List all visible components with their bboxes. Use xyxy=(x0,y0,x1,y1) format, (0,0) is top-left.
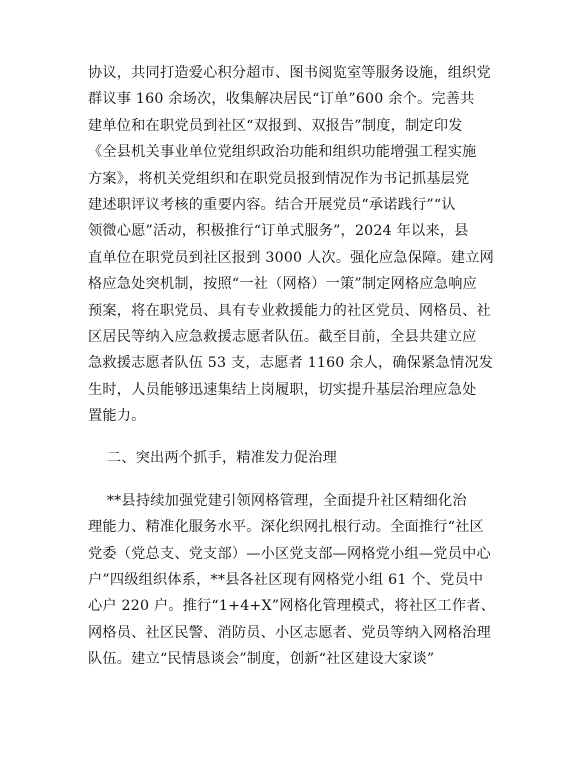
text-line: 党委（党总支、党支部）—小区党支部—网格党小组—党员中心 xyxy=(88,545,491,562)
text-line: 方案》，将机关党组织和在职党员报到情况作为书记抓基层党 xyxy=(88,170,470,187)
text-line: 领微心愿”活动，积极推行“订单式服务”，2024 年以来，县 xyxy=(88,223,469,240)
text-line: 建单位和在职党员到社区“双报到、双报告”制度，制定印发 xyxy=(88,117,463,134)
text-line: 队伍。建立“民情恳谈会”制度，创新“社区建设大家谈” xyxy=(88,651,435,668)
text-line: 格应急处突机制，按照“一社（网格）一策”制定网格应急响应 xyxy=(88,276,477,293)
text-line: 户”四级组织体系，**县各社区现有网格党小组 61 个、党员中 xyxy=(88,572,484,589)
text-line: 急救援志愿者队伍 53 支，志愿者 1160 余人，确保紧急情况发 xyxy=(88,355,494,372)
section-heading: 二、突出两个抓手，精准发力促治理 xyxy=(88,450,338,467)
text-line: 理能力、精准化服务水平。深化织网扎根行动。全面推行“社区 xyxy=(88,519,484,536)
text-line: 生时，人员能够迅速集结上岗履职，切实提升基层治理应急处 xyxy=(88,381,477,398)
text-line: 心户 220 户。推行“1+4+X”网格化管理模式，将社区工作者、 xyxy=(88,598,496,615)
text-line: 直单位在职党员到社区报到 3000 人次。强化应急保障。建立网 xyxy=(88,249,495,266)
text-line: 《全县机关事业单位党组织政治功能和组织功能增强工程实施 xyxy=(88,144,477,161)
text-line: 网格员、社区民警、消防员、小区志愿者、党员等纳入网格治理 xyxy=(88,624,491,641)
text-line: 预案，将在职党员、具有专业救援能力的社区党员、网格员、社 xyxy=(88,302,491,319)
paragraph-gap xyxy=(88,472,508,488)
text-line: 区居民等纳入应急救援志愿者队伍。截至目前，全县共建立应 xyxy=(88,328,477,345)
text-line: **县持续加强党建引领网格管理，全面提升社区精细化治 xyxy=(88,492,467,509)
body-text xyxy=(88,60,508,673)
text-line: 群议事 160 余场次，收集解决居民“订单”600 余个。完善共 xyxy=(88,91,475,108)
paragraph-gap xyxy=(88,429,508,445)
text-line: 置能力。 xyxy=(88,408,146,425)
text-line: 协议，共同打造爱心积分超市、图书阅览室等服务设施，组织党 xyxy=(88,65,491,81)
text-line: 建述职评议考核的重要内容。结合开展党员“承诺践行”“认 xyxy=(88,196,456,213)
